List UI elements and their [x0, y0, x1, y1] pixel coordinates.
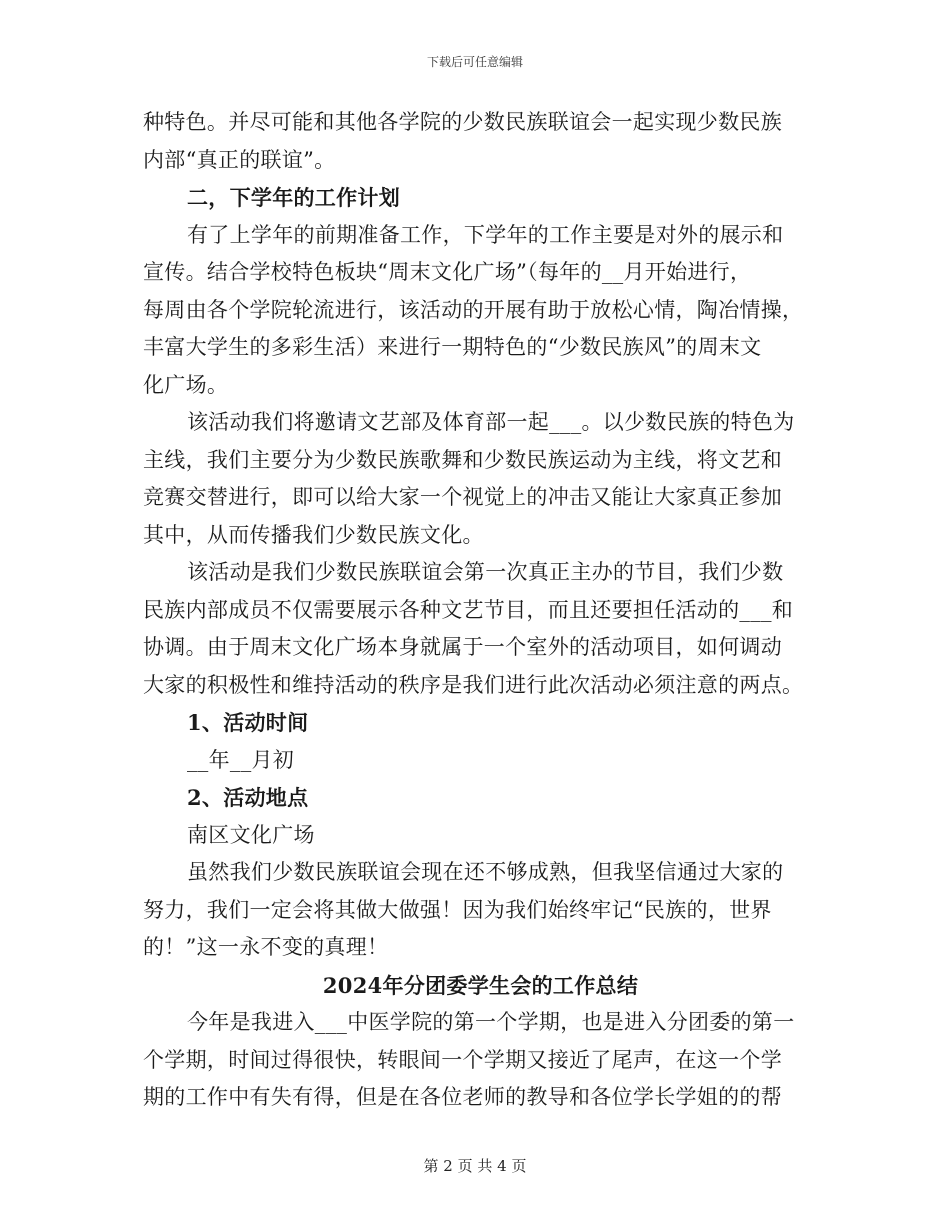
- body-line: 有了上学年的前期准备工作，下学年的工作主要是对外的展示和: [187, 222, 784, 247]
- body-line: 该活动是我们少数民族联谊会第一次真正主办的节目，我们少数: [187, 560, 784, 584]
- body-line: 内部“真正的联谊”。: [143, 147, 336, 172]
- subsection-heading: 2、活动地点: [187, 785, 309, 810]
- body-line: 虽然我们少数民族联谊会现在还不够成熟，但我坚信通过大家的: [187, 860, 784, 884]
- subsection-heading: 1、活动时间: [187, 710, 309, 735]
- body-line: 化广场。: [143, 372, 229, 397]
- body-line: __年__月初: [187, 747, 295, 772]
- body-line: 宣传。结合学校特色板块“周末文化广场”（每年的__月开始进行，: [143, 260, 752, 284]
- body-line: 今年是我进入___中医学院的第一个学期，也是进入分团委的第一: [187, 1010, 795, 1034]
- body-line: 大家的积极性和维持活动的秩序是我们进行此次活动必须注意的两点。: [143, 672, 804, 697]
- document-title: 2024年分团委学生会的工作总结: [322, 972, 639, 998]
- body-line: 协调。由于周末文化广场本身就属于一个室外的活动项目，如何调动: [143, 635, 782, 659]
- body-line: 该活动我们将邀请文艺部及体育部一起___。以少数民族的特色为: [187, 410, 795, 434]
- body-line: 期的工作中有失有得，但是在各位老师的教导和各位学长学姐的的帮: [143, 1085, 782, 1109]
- document-body: [143, 104, 808, 1117]
- body-line: 其中，从而传播我们少数民族文化。: [143, 522, 484, 547]
- body-line: 民族内部成员不仅需要展示各种文艺节目，而且还要担任活动的___和: [143, 597, 794, 622]
- body-line: 个学期，时间过得很快，转眼间一个学期又接近了尾声，在这一个学: [143, 1047, 782, 1072]
- header-note: 下载后可任意编辑: [426, 55, 523, 69]
- body-line: 每周由各个学院轮流进行，该活动的开展有助于放松心情，陶冶情操，: [143, 297, 804, 322]
- body-line: 种特色。并尽可能和其他各学院的少数民族联谊会一起实现少数民族: [143, 110, 782, 134]
- body-line: 主线，我们主要分为少数民族歌舞和少数民族运动为主线，将文艺和: [143, 447, 782, 472]
- body-line: 努力，我们一定会将其做大做强！因为我们始终牢记“民族的，世界: [143, 897, 772, 922]
- body-line: 的！”这一永不变的真理！: [143, 935, 389, 959]
- body-line: 南区文化广场: [187, 822, 315, 847]
- section-heading: 二，下学年的工作计划: [187, 185, 400, 210]
- body-line: 竞赛交替进行，即可以给大家一个视觉上的冲击又能让大家真正参加: [143, 485, 782, 509]
- page-number: 第 2 页 共 4 页: [423, 1157, 527, 1175]
- body-line: 丰富大学生的多彩生活）来进行一期特色的“少数民族风”的周末文: [143, 335, 762, 359]
